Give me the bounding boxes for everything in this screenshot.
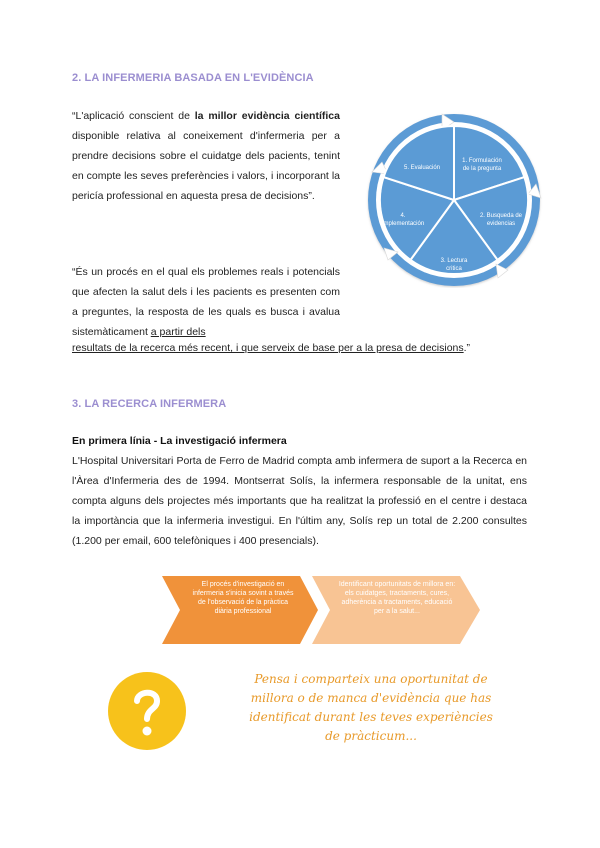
cycle-step-1-line1: 1. Formulación — [462, 158, 502, 164]
article-body: L'Hospital Universitari Porta de Ferro de Madrid compta amb infermera de suport a la Recerca en l'Àrea d'Infermeria des de 1994. Montserrat Solís, la infermera responsable de la unitat, ens compta alguns dels projectes més importants que ha realitzat la professió en el centre i destaca la importància que la infermeria investigui. En l'últim any, Solís rep un total de 2.200 consultes (1.200 per email, 600 telefòniques i 400 presencials). — [72, 455, 527, 547]
article-subheading: En primera línia - La investigació infermera — [72, 435, 287, 447]
evidence-definition-quote: “L'aplicació conscient de la millor evidència científica disponible relativa al coneixement d'infermeria per a prendre decisions sobre el cuidatge dels pacients, tenint en compte les seves preferències i valors, i incorporant la pericía professional en aquesta presa de decisions”. — [72, 110, 340, 202]
section-3-title: 3. LA RECERCA INFERMERA — [72, 398, 227, 410]
cycle-step-5-line1: 5. Evaluación — [403, 165, 441, 171]
cycle-step-2-line2: evidencias — [486, 221, 516, 227]
process-definition-quote-end: resultats de la recerca més recent, i que serveix de base per a la presa de decisions.” — [72, 342, 471, 354]
question-mark-icon — [107, 671, 187, 751]
arrow-step-observation-text: El procés d'investigació en infermeria s'inicia sovint a través de l'observació de la pràctica diària professional — [192, 581, 294, 615]
cycle-step-4-line2: Implementación — [381, 221, 425, 227]
cycle-step-3-line2: critica — [446, 266, 462, 272]
arrow-step-opportunities-text: Identificant oportunitats de millora en: els cuidatges, tractaments, cures, adherència a tractaments, educació per a la salut... — [338, 581, 456, 615]
cycle-step-3-line1: 3. Lectura — [440, 258, 468, 264]
section-2-title: 2. LA INFERMERIA BASADA EN L'EVIDÈNCIA — [72, 72, 314, 84]
process-definition-quote: “És un procés en el qual els problemes reals i potencials que afecten la salut dels i les pacients es presenten com a preguntes, la resposta de les quals es busca i avalua sistemàticament a partir dels — [72, 266, 340, 338]
cycle-step-4-line1: 4. — [400, 213, 406, 219]
cycle-step-2-line1: 2. Busqueda de — [479, 213, 523, 219]
cycle-step-1-line2: de la pregunta — [462, 166, 502, 172]
reflection-prompt: Pensa i comparteix una oportunitat de millora o de manca d'evidència que has identificat durant les teves experiències de pràcticum... — [249, 672, 493, 743]
cycle-pie — [380, 126, 528, 274]
ebp-cycle-diagram — [358, 112, 550, 288]
